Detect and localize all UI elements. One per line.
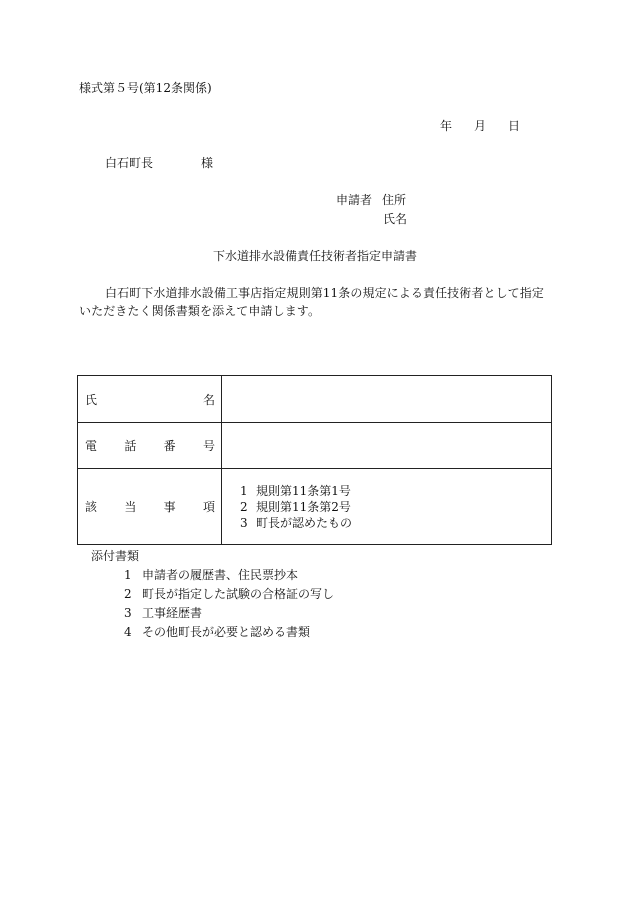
applicant-address-label: 住所 bbox=[382, 193, 407, 207]
label-char: 項 bbox=[202, 500, 215, 514]
option-number: 3 bbox=[240, 515, 248, 530]
option-number: 2 bbox=[240, 499, 248, 514]
attachment-text: その他町長が必要と認める書類 bbox=[142, 625, 311, 639]
applicant-label: 申請者 bbox=[336, 193, 373, 207]
date-year-label: 年 bbox=[440, 119, 453, 133]
label-char: 名 bbox=[202, 392, 215, 407]
addressee-honorific: 様 bbox=[201, 156, 214, 170]
attachment-number: 1 bbox=[124, 568, 132, 582]
label-char: 話 bbox=[124, 439, 137, 453]
phone-value-field[interactable] bbox=[222, 423, 552, 469]
applicant-address-line bbox=[336, 192, 406, 208]
table-row-phone bbox=[78, 423, 552, 469]
option-text: 規則第11条第1号 bbox=[256, 483, 351, 498]
attachment-item bbox=[124, 604, 334, 623]
date-line bbox=[440, 118, 520, 134]
label-char: 号 bbox=[202, 439, 215, 453]
option-number: 1 bbox=[240, 483, 248, 498]
name-label-cell bbox=[78, 376, 222, 423]
date-month-label: 月 bbox=[474, 119, 487, 133]
option-item[interactable] bbox=[240, 515, 551, 531]
phone-label-cell bbox=[78, 423, 222, 469]
label-char: 電 bbox=[85, 439, 98, 453]
body-text: 白石町下水道排水設備工事店指定規則第11条の規定による責任技術者として指定いただきたく関係書類を添えて申請します。 bbox=[79, 286, 544, 318]
table-row-name bbox=[78, 376, 552, 423]
attachment-item bbox=[124, 585, 334, 604]
attachment-item bbox=[124, 566, 334, 585]
attachments-list bbox=[124, 566, 334, 642]
addressee bbox=[105, 155, 213, 171]
label-char: 該 bbox=[85, 500, 98, 514]
applicable-label-cell bbox=[78, 469, 222, 545]
option-item[interactable] bbox=[240, 483, 551, 499]
attachment-number: 3 bbox=[124, 606, 132, 620]
attachment-text: 工事経歴書 bbox=[142, 606, 203, 620]
table-row-applicable bbox=[78, 469, 552, 545]
applicable-options-cell bbox=[222, 469, 552, 545]
applicable-options-list bbox=[222, 483, 551, 531]
form-number: 様式第５号(第12条関係) bbox=[79, 81, 212, 95]
applicant-name-label: 氏名 bbox=[383, 212, 408, 226]
option-item[interactable] bbox=[240, 499, 551, 515]
option-text: 町長が認めたもの bbox=[256, 515, 353, 530]
attachment-item bbox=[124, 623, 334, 642]
label-char: 事 bbox=[163, 500, 176, 514]
info-table bbox=[77, 375, 552, 545]
attachments-heading: 添付書類 bbox=[91, 549, 140, 563]
date-day-label: 日 bbox=[508, 119, 521, 133]
attachment-number: 2 bbox=[124, 587, 132, 601]
option-text: 規則第11条第2号 bbox=[256, 499, 351, 514]
attachment-text: 町長が指定した試験の合格証の写し bbox=[142, 587, 335, 601]
attachment-text: 申請者の履歴書、住民票抄本 bbox=[142, 568, 299, 582]
label-char: 番 bbox=[163, 439, 176, 453]
attachment-number: 4 bbox=[124, 625, 132, 639]
label-char: 氏 bbox=[85, 392, 98, 407]
label-char: 当 bbox=[124, 500, 137, 514]
name-value-field[interactable] bbox=[222, 376, 552, 423]
addressee-name: 白石町長 bbox=[105, 156, 154, 170]
document-title: 下水道排水設備責任技術者指定申請書 bbox=[212, 249, 417, 263]
